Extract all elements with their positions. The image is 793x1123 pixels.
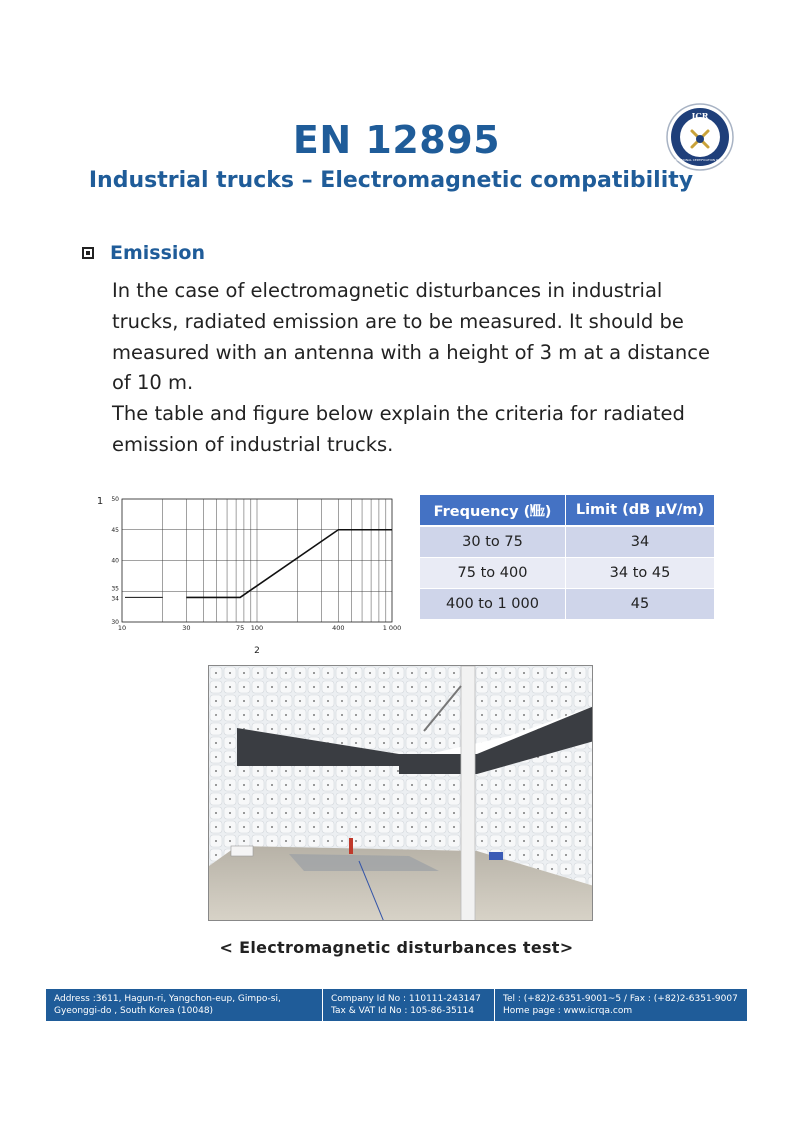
logo-text: ICR	[691, 111, 709, 121]
y-tick-label: 30	[111, 619, 119, 626]
paragraph: The table and figure below explain the criteria for radiated emission of industrial trucks.	[112, 402, 685, 456]
table-row	[420, 589, 715, 620]
chamber-illustration	[209, 666, 593, 921]
paragraph: In the case of electromagnetic disturbances in industrial trucks, radiated emission are to be measured. It should be measured with an antenna with a height of 3 m at a distance of 10 m.	[112, 279, 710, 395]
photo-caption: < Electromagnetic disturbances test>	[219, 938, 574, 957]
y-axis-label: 1	[96, 496, 104, 507]
cell-frequency: 30 to 75	[420, 526, 566, 558]
table-row	[420, 526, 715, 558]
page-subtitle: Industrial trucks – Electromagnetic compatibility	[88, 168, 694, 193]
header-limit: Limit (dB μV/m)	[566, 495, 715, 526]
x-axis-label: 2	[254, 646, 260, 656]
limits-table	[420, 495, 715, 620]
header-frequency: Frequency (㎒)	[420, 495, 566, 526]
x-tick-label: 100	[250, 624, 264, 632]
footer-address	[46, 989, 323, 1021]
section-title: Emission	[110, 242, 205, 264]
footer-bar	[46, 989, 747, 1021]
address-line: Address :3611, Hagun-ri, Yangchon-eup, Gimpo-si,	[54, 994, 281, 1004]
emission-section-heading	[82, 242, 205, 264]
icr-logo	[666, 103, 734, 171]
emc-chamber-photo	[208, 665, 593, 921]
page-title: EN 12895	[292, 118, 501, 162]
table-row	[420, 558, 715, 589]
homepage-link[interactable]: Home page : www.icrqa.com	[503, 1006, 633, 1016]
y-tick-label: 35	[111, 585, 119, 593]
tax-id: Tax & VAT Id No : 105-86-35114	[331, 1006, 474, 1016]
x-tick-label: 400	[332, 624, 345, 632]
address-line: Gyeonggi-do , South Korea (10048)	[54, 1006, 214, 1016]
x-tick-label: 30	[182, 624, 191, 632]
limit-series-line	[186, 530, 392, 598]
cell-limit: 45	[566, 589, 715, 620]
logo-ring-text: INTERNATIONAL CERTIFICATION RESEARCH	[667, 158, 733, 162]
company-id: Company Id No : 110111-243147	[331, 994, 481, 1004]
y-tick-label: 34	[111, 595, 119, 603]
footer-contact	[495, 989, 747, 1021]
x-tick-label: 75	[235, 624, 245, 632]
cell-frequency: 400 to 1 000	[420, 589, 566, 620]
x-tick-label: 1 000	[382, 624, 402, 632]
tel-fax: Tel : (+82)2-6351-9001~5 / Fax : (+82)2-6351-9007	[503, 994, 738, 1004]
section-body	[112, 276, 732, 461]
cell-limit: 34	[566, 526, 715, 558]
footer-ids	[323, 989, 495, 1021]
x-tick-label: 10	[117, 624, 127, 632]
y-tick-label: 45	[111, 526, 119, 534]
square-bullet-icon	[82, 247, 94, 259]
cell-frequency: 75 to 400	[420, 558, 566, 589]
y-tick-label: 50	[111, 496, 119, 503]
y-tick-label: 40	[111, 557, 119, 565]
emission-limit-chart	[90, 490, 410, 660]
cell-limit: 34 to 45	[566, 558, 715, 589]
